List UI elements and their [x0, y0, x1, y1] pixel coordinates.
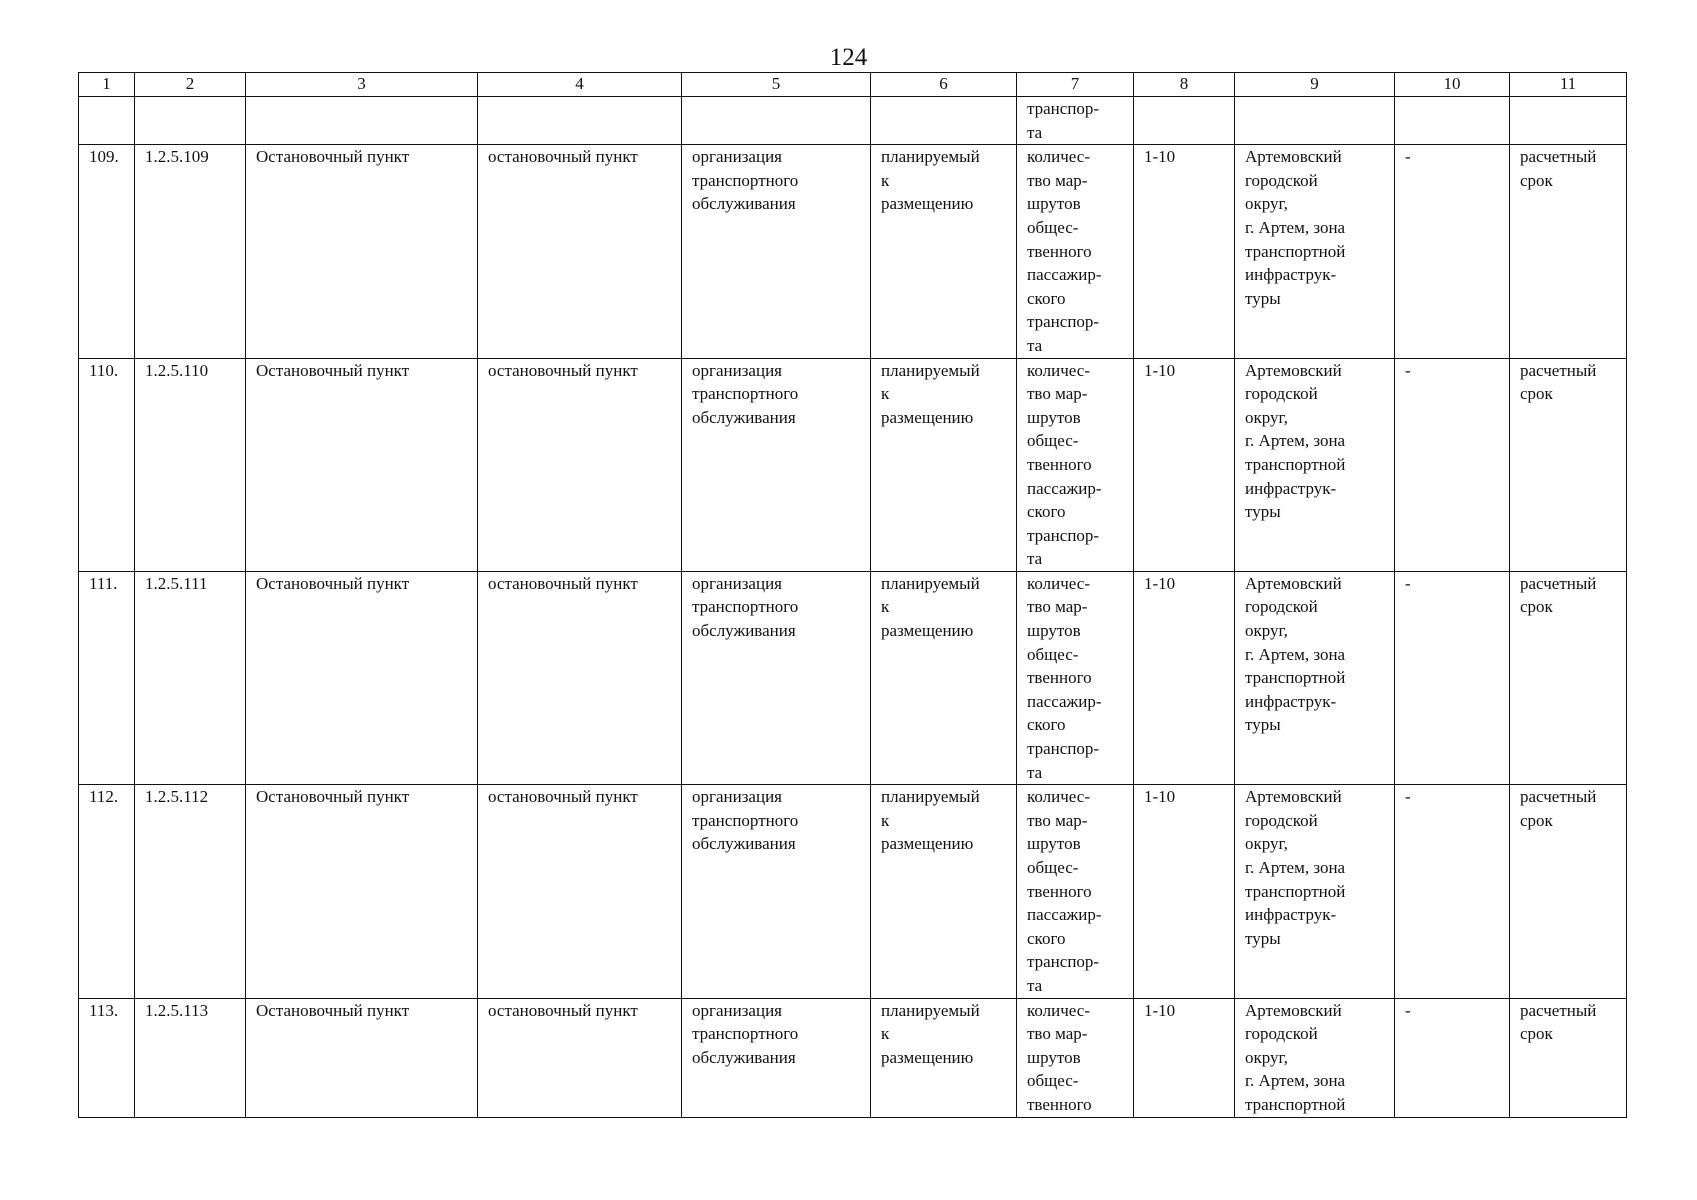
table-cell	[478, 97, 682, 145]
object-name: Остановочный пункт	[246, 145, 478, 358]
object-purpose: организация транспортного обслуживания	[682, 998, 871, 1117]
table-cell	[1510, 97, 1627, 145]
table-cell	[871, 97, 1017, 145]
object-code: 1.2.5.113	[135, 998, 246, 1117]
object-zone: -	[1395, 145, 1510, 358]
object-term: расчетный срок	[1510, 998, 1627, 1117]
object-name: Остановочный пункт	[246, 785, 478, 998]
object-code: 1.2.5.110	[135, 358, 246, 571]
column-number-row	[79, 73, 1627, 97]
object-code: 1.2.5.111	[135, 571, 246, 784]
column-header: 11	[1510, 73, 1627, 97]
row-number: 109.	[79, 145, 135, 358]
object-purpose: организация транспортного обслуживания	[682, 571, 871, 784]
table-cell	[246, 97, 478, 145]
table-cell	[135, 97, 246, 145]
object-location: Артемовский городской округ, г. Артем, зона транспортной	[1235, 998, 1395, 1117]
table-cell	[1235, 97, 1395, 145]
table-row	[79, 145, 1627, 358]
object-name: Остановочный пункт	[246, 571, 478, 784]
table-row	[79, 998, 1627, 1117]
object-term: расчетный срок	[1510, 571, 1627, 784]
object-zone: -	[1395, 358, 1510, 571]
column-header: 5	[682, 73, 871, 97]
object-term: расчетный срок	[1510, 145, 1627, 358]
column-header: 2	[135, 73, 246, 97]
table-cell	[1395, 97, 1510, 145]
table-cell	[1017, 97, 1134, 145]
object-characteristic: количес- тво мар- шрутов общес- твенного пассажир- ского транспор- та	[1017, 785, 1134, 998]
object-value: 1-10	[1134, 785, 1235, 998]
object-type: остановочный пункт	[478, 145, 682, 358]
column-header: 4	[478, 73, 682, 97]
table-cell	[79, 97, 135, 145]
object-value: 1-10	[1134, 145, 1235, 358]
object-location: Артемовский городской округ, г. Артем, зона транспортной инфраструк- туры	[1235, 785, 1395, 998]
column-header: 7	[1017, 73, 1134, 97]
object-zone: -	[1395, 571, 1510, 784]
object-location: Артемовский городской округ, г. Артем, зона транспортной инфраструк- туры	[1235, 358, 1395, 571]
object-name: Остановочный пункт	[246, 358, 478, 571]
column-header: 6	[871, 73, 1017, 97]
table-cell	[1134, 97, 1235, 145]
table-cell	[682, 97, 871, 145]
object-type: остановочный пункт	[478, 785, 682, 998]
column-header: 10	[1395, 73, 1510, 97]
object-zone: -	[1395, 785, 1510, 998]
row-number: 112.	[79, 785, 135, 998]
characteristic-text: транспор- та	[1027, 99, 1100, 142]
object-characteristic: количес- тво мар- шрутов общес- твенного пассажир- ского транспор- та	[1017, 145, 1134, 358]
object-term: расчетный срок	[1510, 785, 1627, 998]
object-status: планируемый к размещению	[871, 998, 1017, 1117]
object-value: 1-10	[1134, 571, 1235, 784]
column-header: 8	[1134, 73, 1235, 97]
row-number: 113.	[79, 998, 135, 1117]
column-header: 9	[1235, 73, 1395, 97]
object-value: 1-10	[1134, 358, 1235, 571]
object-zone: -	[1395, 998, 1510, 1117]
column-header: 1	[79, 73, 135, 97]
table-row	[79, 571, 1627, 784]
table-row	[79, 785, 1627, 998]
object-type: остановочный пункт	[478, 571, 682, 784]
table-row	[79, 358, 1627, 571]
row-number: 111.	[79, 571, 135, 784]
object-characteristic: количес- тво мар- шрутов общес- твенного пассажир- ского транспор- та	[1017, 358, 1134, 571]
object-value: 1-10	[1134, 998, 1235, 1117]
continued-row	[79, 97, 1627, 145]
object-status: планируемый к размещению	[871, 358, 1017, 571]
object-name: Остановочный пункт	[246, 998, 478, 1117]
object-code: 1.2.5.112	[135, 785, 246, 998]
object-status: планируемый к размещению	[871, 571, 1017, 784]
object-type: остановочный пункт	[478, 358, 682, 571]
object-status: планируемый к размещению	[871, 145, 1017, 358]
object-purpose: организация транспортного обслуживания	[682, 145, 871, 358]
column-header: 3	[246, 73, 478, 97]
object-location: Артемовский городской округ, г. Артем, зона транспортной инфраструк- туры	[1235, 571, 1395, 784]
object-status: планируемый к размещению	[871, 785, 1017, 998]
object-characteristic: количес- тво мар- шрутов общес- твенного	[1017, 998, 1134, 1117]
object-location: Артемовский городской округ, г. Артем, зона транспортной инфраструк- туры	[1235, 145, 1395, 358]
object-type: остановочный пункт	[478, 998, 682, 1117]
object-purpose: организация транспортного обслуживания	[682, 785, 871, 998]
row-number: 110.	[79, 358, 135, 571]
object-characteristic: количес- тво мар- шрутов общес- твенного пассажир- ского транспор- та	[1017, 571, 1134, 784]
objects-table	[78, 72, 1627, 1118]
page-number: 124	[829, 44, 868, 71]
object-code: 1.2.5.109	[135, 145, 246, 358]
object-term: расчетный срок	[1510, 358, 1627, 571]
object-purpose: организация транспортного обслуживания	[682, 358, 871, 571]
